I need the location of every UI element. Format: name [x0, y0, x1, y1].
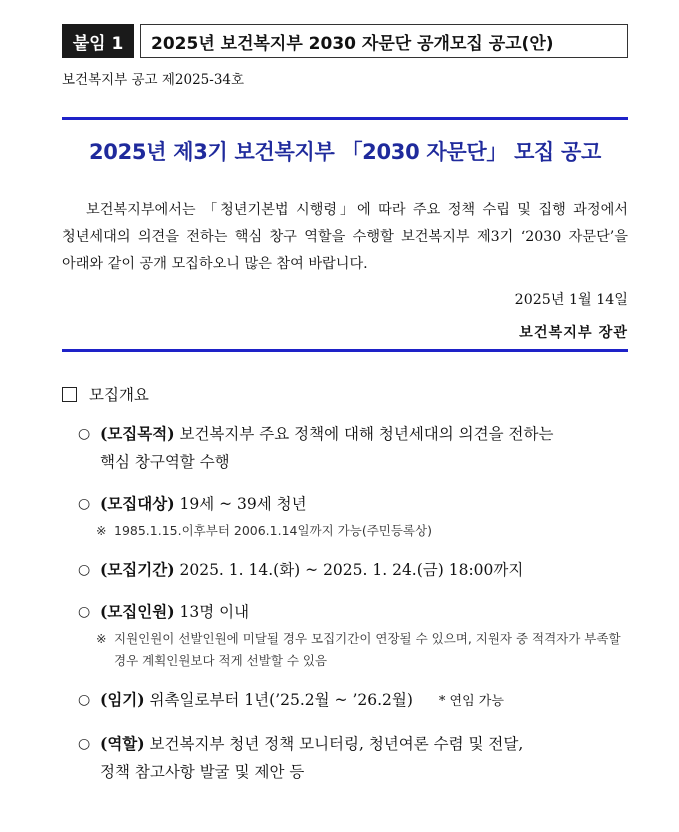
- item-text: 보건복지부 주요 정책에 대해 청년세대의 의견을 전하는: [174, 425, 554, 443]
- attachment-header: [62, 24, 628, 58]
- circle-bullet-icon: ○: [78, 562, 91, 578]
- item-text: 2025. 1. 14.(화) ~ 2025. 1. 24.(금) 18:00까지: [174, 561, 524, 579]
- item-label: (모집대상): [100, 494, 175, 513]
- item-continuation: 정책 참고사항 발굴 및 제안 등: [100, 763, 305, 781]
- outline-list: [78, 420, 630, 800]
- circle-bullet-icon: ○: [78, 496, 91, 512]
- circle-bullet-icon: ○: [78, 692, 91, 708]
- list-item-purpose: [78, 420, 630, 476]
- item-label: (모집목적): [100, 424, 175, 443]
- announcement-date: 2025년 1월 14일: [514, 292, 628, 308]
- note-mark-icon: ※: [96, 523, 107, 538]
- item-text: 보건복지부 청년 정책 모니터링, 청년여론 수렴 및 전달,: [144, 735, 524, 753]
- item-extra-note: * 연임 가능: [438, 694, 504, 709]
- item-label: (임기): [100, 690, 145, 709]
- list-item-target: [78, 490, 630, 542]
- intro-text: 보건복지부에서는 「청년기본법 시행령」에 따라 주요 정책 수립 및 집행 과정에서 청년세대의 의견을 전하는 핵심 창구 역할을 수행할 보건복지부 제3기 ‘2030 자문단’을 아래와 같이 공개 모집하오니 많은 참여 바랍니다.: [62, 202, 628, 272]
- signer: 보건복지부 장관: [519, 325, 628, 341]
- circle-bullet-icon: ○: [78, 604, 91, 620]
- item-label: (모집기간): [100, 560, 175, 579]
- main-title: 2025년 제3기 보건복지부 「2030 자문단」 모집 공고: [88, 140, 602, 164]
- checkbox-icon: [62, 387, 77, 402]
- notice-number: 보건복지부 공고 제2025-34호: [62, 72, 245, 88]
- item-note: 1985.1.15.이후부터 2006.1.14일까지 가능(주민등록상): [114, 523, 432, 538]
- item-note: 지원인원이 선발인원에 미달될 경우 모집기간이 연장될 수 있으며, 지원자 중 적격자가 부족할 경우 계획인원보다 적게 선발할 수 있음: [114, 631, 621, 668]
- attachment-tag: 붙임 1: [62, 24, 134, 58]
- circle-bullet-icon: ○: [78, 426, 91, 442]
- note-mark-icon: ※: [96, 631, 107, 646]
- bottom-divider: [62, 349, 628, 352]
- top-divider: [62, 117, 628, 120]
- item-text: 13명 이내: [174, 603, 250, 621]
- list-item-headcount: [78, 598, 630, 672]
- circle-bullet-icon: ○: [78, 736, 91, 752]
- list-item-role: [78, 730, 630, 786]
- intro-paragraph: [62, 197, 628, 278]
- list-item-term: [78, 686, 630, 716]
- section-title: 모집개요: [89, 386, 149, 404]
- item-label: (모집인원): [100, 602, 175, 621]
- item-continuation: 핵심 창구역할 수행: [100, 453, 230, 471]
- item-text: 19세 ~ 39세 청년: [174, 495, 307, 513]
- attachment-title: 2025년 보건복지부 2030 자문단 공개모집 공고(안): [140, 24, 628, 58]
- section-heading: [62, 383, 149, 405]
- item-text: 위촉일로부터 1년(’25.2월 ~ ’26.2월): [144, 691, 413, 709]
- list-item-period: [78, 556, 630, 584]
- item-label: (역할): [100, 734, 145, 753]
